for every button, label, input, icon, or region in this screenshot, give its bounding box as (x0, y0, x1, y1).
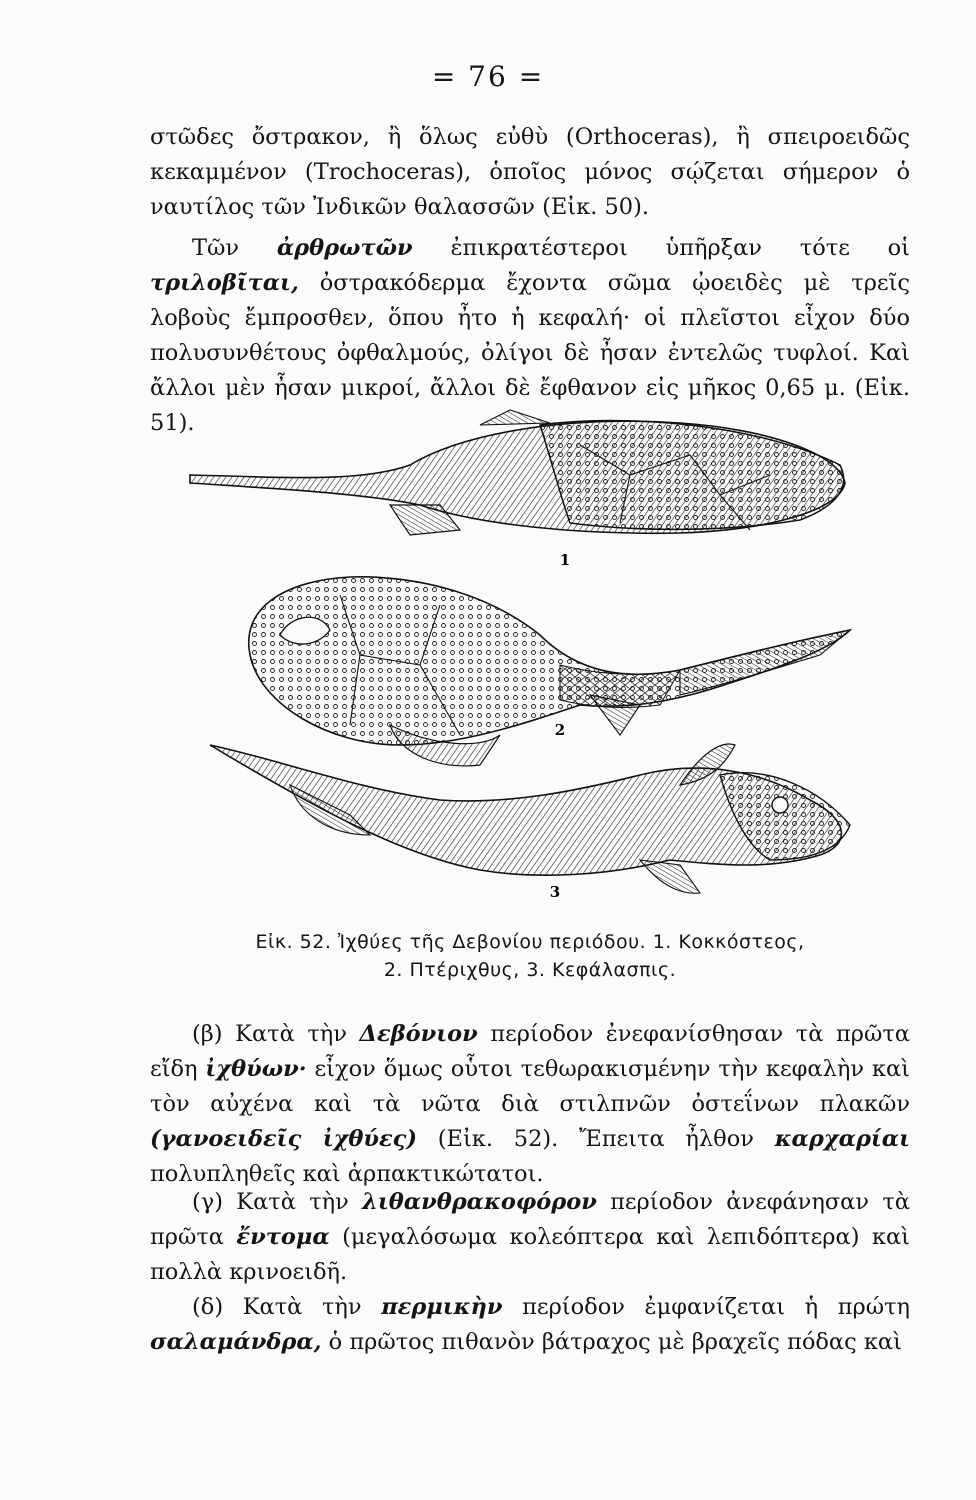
term-arthropods: ἀρθρωτῶν (276, 235, 413, 261)
paragraph-orthoceras: στῶδες ὄστρακον, ἢ ὅλως εὐθὺ (Orthoceras), ἢ σπειροειδῶς κεκαμμένον (Trochoceras), ὁποῖος μόνος σῴζεται σήμερον ὁ ναυτίλος τῶν Ἰνδικῶν θαλασσῶν (Εἰκ. 50). (150, 124, 910, 220)
fish-coccosteus (190, 410, 845, 569)
term-insects: ἔντομα (236, 1224, 330, 1250)
text-run: πολυπληθεῖς καὶ ἁρπακτικώτατοι. (150, 1161, 544, 1187)
caption-line-1: Εἰκ. 52. Ἰχθύες τῆς Δεβονίου περιόδου. 1. Κοκκόστεος, (255, 931, 805, 953)
text-run: περίοδον ἐνεφανίσθησαν τὰ πρῶτα εἴδη (150, 1021, 910, 1082)
figure-devonian-fishes (160, 405, 880, 915)
text-run: εἶχον ὅμως οὗτοι τεθωρακισμένην τὴν κεφαλὴν καὶ τὸν αὐχένα καὶ τὰ νῶτα διὰ στιλπνῶν ὀστεΐνων πλακῶν (150, 1056, 910, 1117)
caption-line-2: 2. Πτέριχθυς, 3. Κεφάλασπις. (383, 959, 677, 981)
term-ganoid-fishes: (γανοειδεῖς ἰχθύες) (150, 1126, 418, 1152)
text-run: (Εἰκ. 52). Ἔπειτα ἦλθον (417, 1126, 775, 1152)
figure-label-2: 2 (554, 721, 566, 739)
term-devonian: Δεβόνιον (359, 1021, 478, 1047)
paragraph-carboniferous (150, 1185, 910, 1290)
text-run: (δ) Κατὰ τὴν (192, 1294, 382, 1320)
figure-label-3: 3 (549, 883, 561, 901)
page-number: = 76 = (431, 60, 545, 93)
term-trilobites: τριλοβῖται, (150, 270, 299, 296)
text-run: ἐπικρατέστεροι ὑπῆρξαν τότε οἱ (412, 235, 911, 261)
text-run: (γ) Κατὰ τὴν (192, 1189, 363, 1215)
text-run: περίοδον ἐμφανίζεται ἡ πρώτη (502, 1294, 911, 1320)
figure-label-1: 1 (559, 551, 571, 569)
paragraph-devonian (150, 1017, 910, 1192)
text-run: ὀστρακόδερμα ἔχοντα σῶμα ᾠοειδὲς μὲ τρεῖς λοβοὺς ἔμπροσθεν, ὅπου ἦτο ἡ κεφαλή· οἱ πλεῖστοι εἶχον δύο πολυσυνθέτους ὀφθαλμούς, ὀλίγοι δὲ ἦσαν ἐντελῶς τυφλοί. Καὶ ἄλλοι μὲν ἦσαν μικροί, ἄλλοι δὲ ἔφθανον εἰς μῆκος 0,65 μ. (Εἰκ. 51). (150, 270, 910, 436)
text-run: (μεγαλόσωμα κολεόπτερα καὶ λεπιδόπτερα) καὶ πολλὰ κρινοειδῆ. (150, 1224, 910, 1285)
paragraph-permian (150, 1290, 910, 1360)
text-run: ὁ πρῶτος πιθανὸν βάτραχος μὲ βραχεῖς πόδας καὶ (321, 1329, 902, 1355)
term-permian: περμικὴν (381, 1294, 503, 1320)
term-fishes: ἰχθύων· (205, 1056, 307, 1082)
term-salamander: σαλαμάνδρα, (150, 1329, 322, 1355)
text-run: περίοδον ἀνεφάνησαν τὰ πρῶτα (150, 1189, 910, 1250)
term-carboniferous: λιθανθρακοφόρον (362, 1189, 597, 1215)
text-run: (β) Κατὰ τὴν (192, 1021, 360, 1047)
fish-pterichthys (249, 577, 850, 766)
fish-cephalaspis (210, 744, 850, 901)
text-run: Τῶν (192, 235, 277, 261)
figure-caption (150, 928, 910, 984)
term-sharks: καρχαρίαι (774, 1126, 910, 1152)
fish-illustration (160, 405, 880, 915)
